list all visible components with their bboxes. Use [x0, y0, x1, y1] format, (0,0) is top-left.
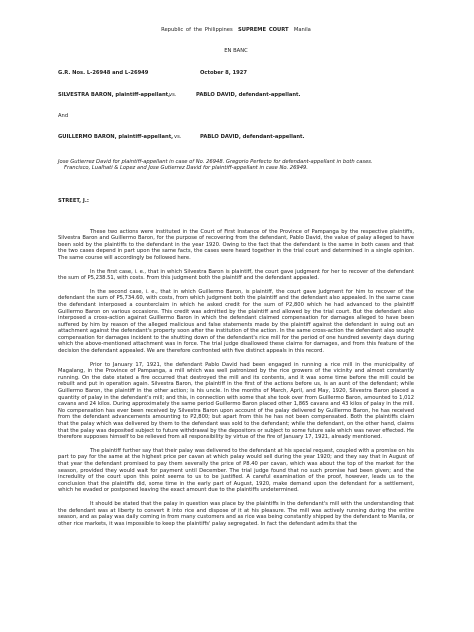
paragraph-3: In the second case, i. e., that in which Guillermo Baron, is plaintiff, the court gave judgment for him to recover of the defendant the sum of P5,734.60, with costs, from which judgment both the plaintiff and the defendant also appealed. In the same case the defendant interposed a counterclaim in which he asked credit for the sum of P2,800 which he had advanced to the plaintiff Guillermo Baron on various occasions. This credit was admitted by the plaintiff and allowed by the trial court. But the defendant also interposed a cross-action against Guillermo Baron in which the defendant claimed compensation for damages alleged to have been suffered by him by reason of the alleged malicious and false statements made by the plaintiff against the defendant in suing out an attachment against the defendant's property soon after the institution of the action. In the same cross-action the defendant also sought compensation for damages incident to the shutting down of the defendant's rice mill for the period of one hundred seventy days during which the above-mentioned attachment was in force. The trial judge disallowed these claims for damages, and from this feature of the decision the defendant appealed. We are therefore confronted with five distinct appeals in this record. — [58, 288, 414, 355]
parties-row-2 — [58, 134, 414, 141]
case-numbers: G.R. Nos. L-26948 and L-26949 — [58, 70, 149, 77]
court-header — [58, 0, 414, 34]
party2-appellant: GUILLERMO BARON, plaintiff-appellant, — [58, 133, 174, 140]
and-separator: And — [58, 113, 69, 120]
case-number-row — [58, 70, 414, 77]
decision-date: October 8, 1927 — [200, 70, 247, 77]
opinion-author: STREET, J.: — [58, 197, 89, 204]
division-label: EN BANC — [224, 47, 248, 54]
paragraph-6: It should be stated that the palay in question was place by the plaintiffs in the defendant's mill with the understanding that the defendant was at liberty to convert it into rice and dispose of it at his pleasure. The mill was actively running during the entire season, and as palay was daily coming in from many customers and as rice was being constantly shipped by the defendant to Manila, or other rice markets, it was impossible to keep the plaintiffs' palay segregated. In fact the defendant admits that the — [58, 500, 414, 527]
party1-appellant: SILVESTRA BARON, plaintiff-appellant, — [58, 92, 171, 99]
paragraph-2: In the first case, i. e., that in which Silvestra Baron is plaintiff, the court gave judgment for her to recover of the defendant the sum of P5,238.51, with costs. From this judgment both the plaintiff and the defendant appealed. — [58, 268, 414, 282]
counsel-block — [58, 159, 414, 172]
counsel-line-1: Jose Gutierrez David for plaintiff-appellant in case of No. 26948. Gregorio Perfecto for defendant-appellant in both cases. — [58, 158, 373, 165]
versus-2: vs. — [174, 133, 182, 140]
party1-appellee: PABLO DAVID, defendant-appellant. — [196, 92, 301, 99]
paragraph-1: These two actions were instituted in the Court of First Instance of the Province of Pampanga by the respective plaintiffs, Silvestra Baron and Guillermo Baron, for the purpose of recovering from the defendant, Pablo David, the value of palay alleged to have been sold by the plaintiffs to the defendant in the year 1920. Owing to the fact that the defendant is the same in both cases and that the two cases depend in part upon the same facts, the cases were heard together in the trial court and determined in a single opinion. The same course will accordingly be followed here. — [58, 228, 414, 261]
versus-1: vs. — [169, 92, 177, 99]
counsel-line-2: Francisco, Lualhati & Lopez and Jose Gutierrez David for plaintiff-appellant in case No. 26949. — [64, 165, 308, 172]
paragraph-4: Prior to January 17, 1921, the defendant Pablo David had been engaged in running a rice mill in the municipality of Magalang, in the Province of Pampanga, a mill which was well patronized by the rice growers of the vicinity and almost constantly running. On the date stated a fire occurred that destroyed the mill and its contents, and it was some time before the mill could be rebuilt and put in operation again. Silvestra Baron, the plaintiff in the first of the actions before us, is an aunt of the defendant; while Guillermo Baron, the plaintiff in the other action; is his uncle. In the months of March, April, and May, 1920, Silvestra Baron placed a quantity of palay in the defendant's mill; and this, in connection with some that she took over from Guillermo Baron, amounted to 1,012 cavans and 24 kilos. During approximately the same period Guillermo Baron placed other 1,865 cavans and 43 kilos of palay in the mill. No compensation has ever been received by Silvestra Baron upon account of the palay delivered by Guillermo Baron, he has received from the defendant advancements amounting to P2,800; but apart from this he has not been compensated. Both the plaintiffs claim that the palay which was delivered by them to the defendant was sold to the defendant; while the defendant, on the other hand, claims that the palay was deposited subject to future withdrawal by the depositors or subject to some future sale which was never effected. He therefore supposes himself to be relieved from all responsibility by virtue of the fire of January 17, 1921, already mentioned. — [58, 361, 414, 441]
court-name: SUPREME COURT — [238, 27, 289, 33]
parties-row-1 — [58, 92, 414, 99]
paragraph-5: The plaintiff further say that their palay was delivered to the defendant at his special request, coupled with a promise on his part to pay for the same at the highest price per cavan at which palay would sell during the year 1920; and they say that in August of that year the defendant promised to pay them severally the price of P8.40 per cavan, which was about the top of the market for the season, provided they would wait for payment until December. The trial judge found that no such promise had been given; and the incredulity of the court upon this point seems to us to be justified. A careful examination of the proof, however, leads us to the conclusion that the plaintiffs did, some time in the early part of August, 1920, make demand upon the defendant for a settlement, which he evaded or postponed leaving the exact amount due to the plaintiffs undetermined. — [58, 447, 414, 494]
republic-text: Republic of the Philippines — [161, 27, 233, 33]
city-text: Manila — [293, 27, 311, 33]
party2-appellee: PABLO DAVID, defendant-appellant. — [200, 133, 305, 140]
